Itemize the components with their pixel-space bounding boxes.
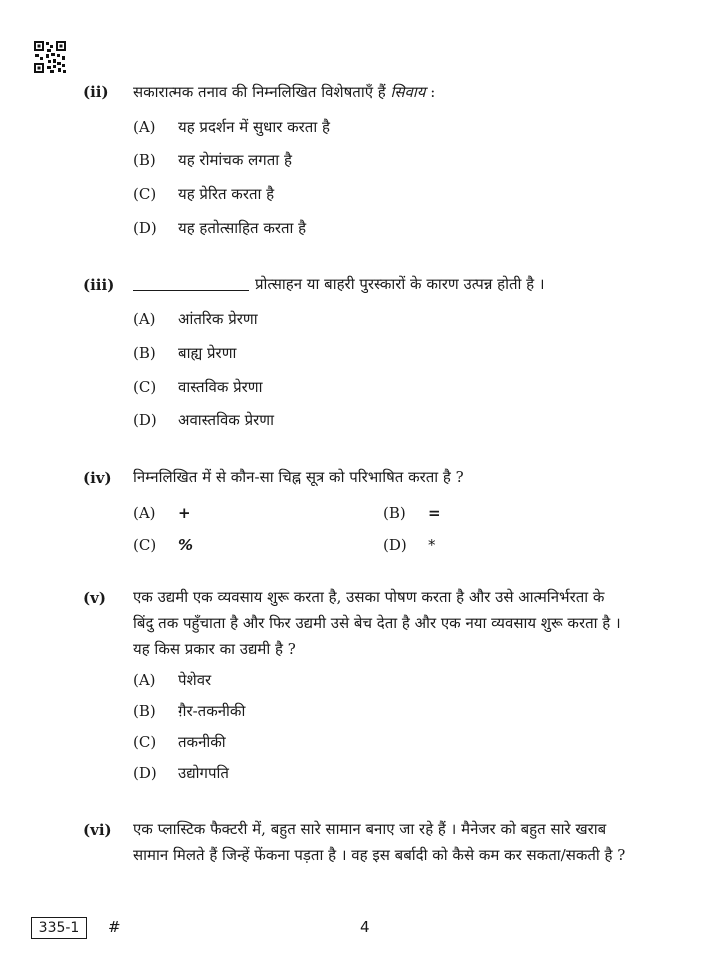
question-line: सामान मिलते हैं जिन्हें फेंकना पड़ता है । वह इस बर्बादी को कैसे कम कर सकता/सकती है ?: [133, 846, 626, 864]
option: [133, 218, 306, 238]
option-label: (A): [133, 671, 156, 689]
option-text: यह प्रदर्शन में सुधार करता है: [178, 118, 330, 136]
option-label: (A): [133, 118, 156, 136]
option-text: तकनीकी: [178, 733, 226, 751]
question-text-main: सकारात्मक तनाव की निम्नलिखित विशेषताएँ हैं: [133, 83, 391, 101]
question-line: बिंदु तक पहुँचाता है और फिर उद्यमी उसे बेच देता है और एक नया व्यवसाय शुरू करता है ।: [133, 614, 621, 632]
question-number: (ii): [83, 83, 109, 101]
option: [133, 377, 263, 397]
option-label: (D): [133, 764, 157, 782]
option-label: (C): [133, 536, 157, 554]
option: [133, 410, 274, 430]
question-text: [133, 816, 625, 868]
option-label: (C): [133, 378, 157, 396]
qr-code-icon: [33, 40, 67, 74]
option-label: (D): [133, 219, 157, 237]
option-text: *: [428, 536, 436, 554]
option-text: यह हतोत्साहित करता है: [178, 219, 307, 237]
option-text: यह प्रेरित करता है: [178, 185, 275, 203]
question-text: [133, 79, 435, 105]
option-label: (B): [383, 504, 406, 522]
option: [133, 150, 292, 170]
option-label: (C): [133, 185, 157, 203]
option-label: (A): [133, 504, 156, 522]
option-text: पेशेवर: [178, 671, 212, 689]
option: [133, 184, 274, 204]
question-number: (vi): [83, 821, 112, 839]
option-label: (C): [133, 733, 157, 751]
option-text: उद्योगपति: [178, 764, 229, 782]
fill-in-blank: [133, 290, 249, 291]
option: [383, 536, 436, 554]
option: [133, 536, 193, 554]
question-text: [133, 584, 621, 662]
option-text: वास्तविक प्रेरणा: [178, 378, 263, 396]
option-text: +: [178, 504, 191, 522]
option-label: (D): [133, 411, 157, 429]
question-number: (iv): [83, 469, 112, 487]
option: [133, 670, 211, 690]
question-line: एक प्लास्टिक फैक्टरी में, बहुत सारे सामान बनाए जा रहे हैं । मैनेजर को बहुत सारे खराब: [133, 820, 607, 838]
question-line: यह किस प्रकार का उद्यमी है ?: [133, 640, 296, 658]
option: [133, 117, 330, 137]
option: [133, 504, 191, 522]
option-label: (D): [383, 536, 407, 554]
option: [133, 763, 229, 783]
option: [133, 701, 245, 721]
paper-code: 335-1: [31, 917, 87, 939]
option-label: (B): [133, 151, 156, 169]
question-text-end: :: [425, 83, 436, 101]
question-text-main: प्रोत्साहन या बाहरी पुरस्कारों के कारण उत्पन्न होती है ।: [255, 275, 545, 293]
question-text-emphasis: सिवाय: [390, 83, 426, 101]
question-number: (iii): [83, 276, 115, 294]
option-text: आंतरिक प्रेरणा: [178, 310, 258, 328]
question-number: (v): [83, 589, 106, 607]
option-text: ग़ैर-तकनीकी: [178, 702, 246, 720]
page-number: 4: [360, 918, 370, 936]
option-text: अवास्तविक प्रेरणा: [178, 411, 274, 429]
option-text: %: [178, 536, 194, 554]
option-text: यह रोमांचक लगता है: [178, 151, 292, 169]
hash-mark: #: [108, 918, 121, 936]
option-label: (A): [133, 310, 156, 328]
question-text: निम्नलिखित में से कौन-सा चिह्न सूत्र को परिभाषित करता है ?: [133, 468, 464, 486]
option: [133, 732, 226, 752]
option-text: =: [428, 504, 441, 522]
option: [383, 504, 441, 522]
option: [133, 343, 236, 363]
question-text: [133, 271, 545, 297]
option-text: बाह्य प्रेरणा: [178, 344, 237, 362]
option: [133, 309, 258, 329]
option-label: (B): [133, 702, 156, 720]
question-line: एक उद्यमी एक व्यवसाय शुरू करता है, उसका पोषण करता है और उसे आत्मनिर्भरता के: [133, 588, 605, 606]
option-label: (B): [133, 344, 156, 362]
